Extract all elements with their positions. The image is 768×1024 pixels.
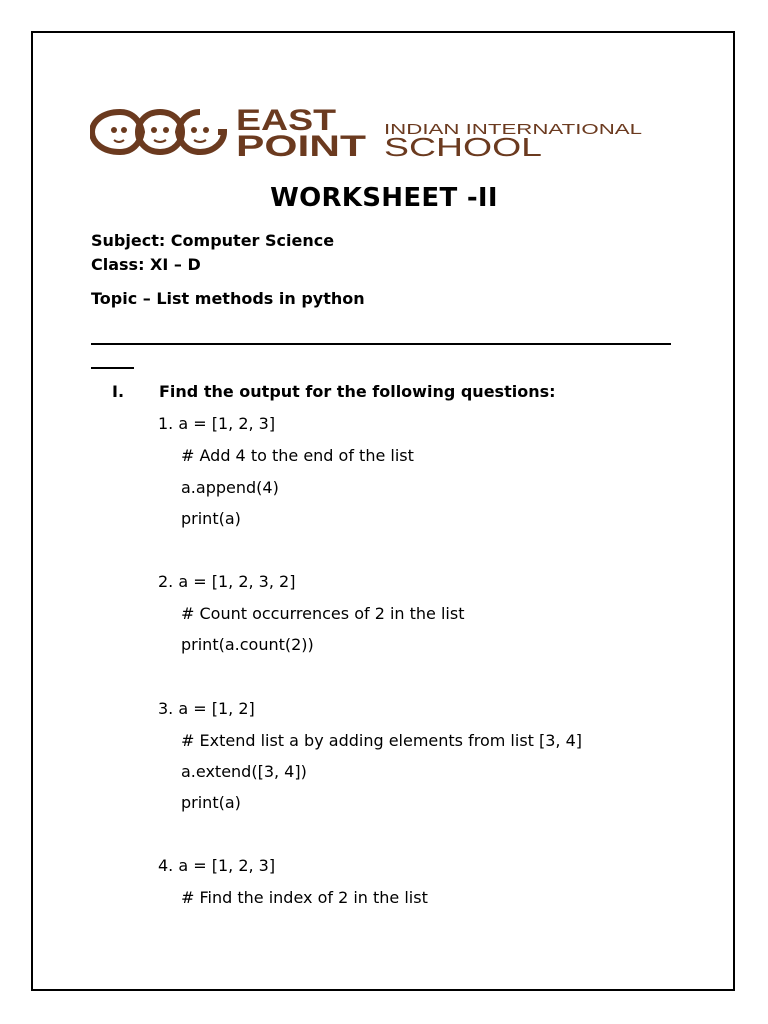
question-3: 3. a = [1, 2] [158, 699, 255, 718]
question-1-line: # Add 4 to the end of the list [181, 446, 414, 465]
question-4-line: # Find the index of 2 in the list [181, 888, 428, 907]
class-line: Class: XI – D [91, 255, 201, 274]
question-2-line: # Count occurrences of 2 in the list [181, 604, 465, 623]
logo-word-point: POINT [236, 130, 366, 160]
question-1-line: print(a) [181, 509, 241, 528]
school-logo [90, 104, 650, 160]
subject-line: Subject: Computer Science [91, 231, 335, 250]
question-2-line: print(a.count(2)) [181, 635, 314, 654]
topic-line: Topic – List methods in python [91, 289, 365, 308]
logo-word-school: SCHOOL [384, 132, 542, 160]
separator-line-continuation [91, 367, 134, 369]
question-2: 2. a = [1, 2, 3, 2] [158, 572, 296, 591]
question-1-line: a.append(4) [181, 478, 279, 497]
question-1: 1. a = [1, 2, 3] [158, 414, 276, 433]
section-heading: Find the output for the following questions: [159, 382, 556, 401]
section-number: I. [112, 382, 125, 401]
separator-line [91, 343, 671, 345]
logo-tagline: INDIAN INTERNATIONAL [384, 121, 642, 138]
question-3-line: print(a) [181, 793, 241, 812]
question-3-line: # Extend list a by adding elements from list [3, 4] [181, 731, 583, 750]
worksheet-title: WORKSHEET -II [270, 183, 498, 213]
logo-word-east: EAST [236, 104, 336, 137]
question-4: 4. a = [1, 2, 3] [158, 856, 276, 875]
question-3-line: a.extend([3, 4]) [181, 762, 307, 781]
page-border [31, 31, 735, 991]
